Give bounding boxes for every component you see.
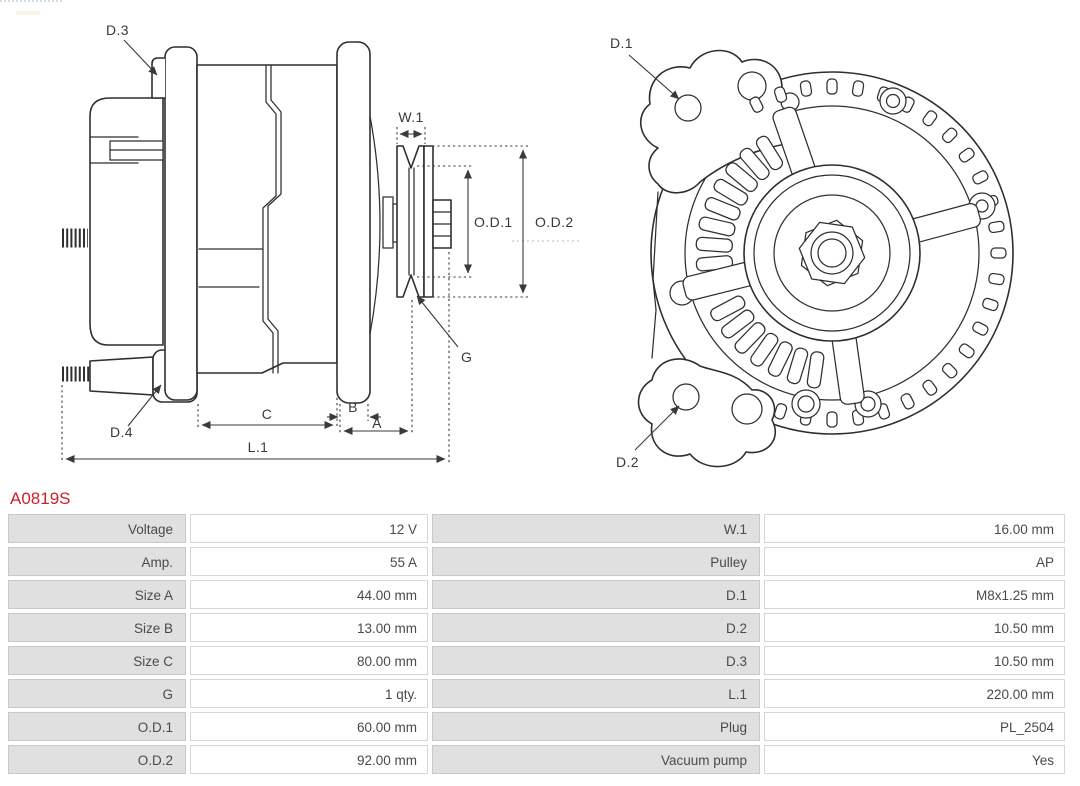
spec-label: Voltage (8, 514, 186, 543)
spec-label: D.1 (432, 580, 760, 609)
dim-label-d3: D.3 (106, 22, 129, 38)
dim-label-b: B (348, 399, 358, 415)
spec-value: 16.00 mm (764, 514, 1065, 543)
specifications-table (8, 514, 1065, 774)
spec-value: 44.00 mm (190, 580, 428, 609)
dim-label-c: C (261, 406, 273, 422)
spec-value: AP (764, 547, 1065, 576)
spec-label: D.2 (432, 613, 760, 642)
spec-label: O.D.1 (8, 712, 186, 741)
dim-label-d2: D.2 (616, 454, 639, 470)
spec-value: 80.00 mm (190, 646, 428, 675)
spec-label: L.1 (432, 679, 760, 708)
spec-value: Yes (764, 745, 1065, 774)
spec-label: Size C (8, 646, 186, 675)
dim-label-od1: O.D.1 (474, 214, 513, 230)
dim-label-od2: O.D.2 (535, 214, 574, 230)
spec-value: 220.00 mm (764, 679, 1065, 708)
spec-label: D.3 (432, 646, 760, 675)
side-view-drawing (62, 22, 581, 463)
spec-label: Pulley (432, 547, 760, 576)
front-view-drawing (610, 35, 1013, 470)
dim-label-g: G (461, 349, 473, 365)
spec-label: Amp. (8, 547, 186, 576)
spec-value: 13.00 mm (190, 613, 428, 642)
spec-value: 12 V (190, 514, 428, 543)
spec-label: O.D.2 (8, 745, 186, 774)
spec-value: 60.00 mm (190, 712, 428, 741)
spec-value: PL_2504 (764, 712, 1065, 741)
spec-label: Plug (432, 712, 760, 741)
spec-value: 1 qty. (190, 679, 428, 708)
spec-value: 92.00 mm (190, 745, 428, 774)
spec-label: G (8, 679, 186, 708)
dim-label-d1: D.1 (610, 35, 633, 51)
spec-label: Size A (8, 580, 186, 609)
spec-value: M8x1.25 mm (764, 580, 1065, 609)
spec-value: 10.50 mm (764, 646, 1065, 675)
logo-fragment (0, 0, 62, 9)
spec-label: W.1 (432, 514, 760, 543)
part-number: A0819S (10, 489, 71, 508)
spec-value: 10.50 mm (764, 613, 1065, 642)
spec-label: Vacuum pump (432, 745, 760, 774)
spec-value: 55 A (190, 547, 428, 576)
dim-label-l1: L.1 (247, 439, 269, 455)
spec-label: Size B (8, 613, 186, 642)
dim-label-w1: W.1 (398, 109, 424, 125)
dim-label-d4: D.4 (110, 424, 133, 440)
dim-label-a: A (372, 415, 382, 431)
